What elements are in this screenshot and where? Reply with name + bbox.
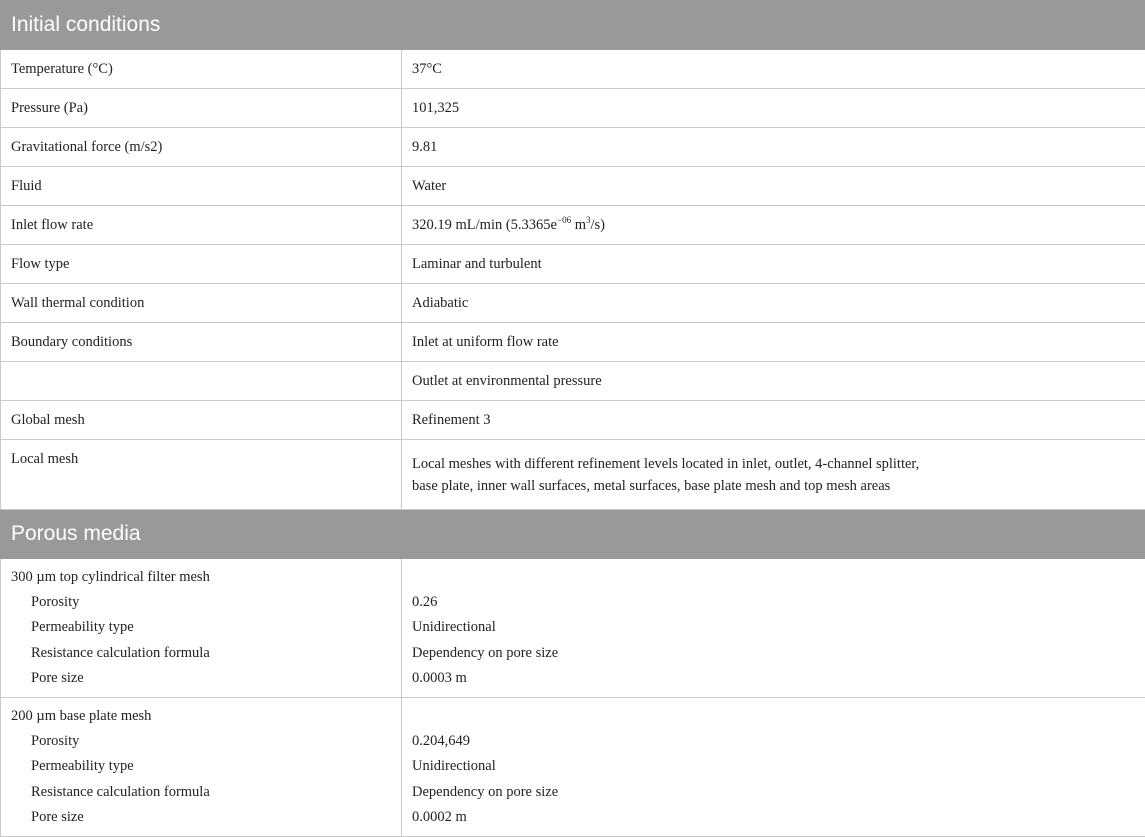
value-suffix: /s) bbox=[590, 217, 605, 233]
param-value: 9.81 bbox=[402, 128, 1145, 167]
param-value: Dependency on pore size bbox=[412, 641, 1135, 666]
table-row bbox=[1, 167, 1145, 206]
section-header-porous-media bbox=[1, 510, 1145, 559]
table-row bbox=[1, 50, 1145, 89]
table-row bbox=[1, 323, 1145, 362]
param-label: Global mesh bbox=[1, 401, 402, 440]
param-value bbox=[402, 206, 1145, 245]
group-heading: 300 µm top cylindrical filter mesh bbox=[11, 565, 391, 590]
param-value: 37°C bbox=[402, 50, 1145, 89]
param-label: Local mesh bbox=[1, 440, 402, 510]
param-value: 0.204,649 bbox=[412, 729, 1135, 754]
param-label: Pore size bbox=[11, 666, 391, 691]
param-label: Fluid bbox=[1, 167, 402, 206]
group-heading: 200 µm base plate mesh bbox=[11, 704, 391, 729]
table-row bbox=[1, 206, 1145, 245]
group-values bbox=[402, 559, 1145, 698]
param-value bbox=[402, 440, 1145, 510]
section-header-initial-conditions bbox=[1, 1, 1145, 50]
param-label: Resistance calculation formula bbox=[11, 641, 391, 666]
param-label: Permeability type bbox=[11, 615, 391, 640]
param-value: 0.0002 m bbox=[412, 805, 1135, 830]
group-labels bbox=[1, 698, 402, 837]
value-line: base plate, inner wall surfaces, metal surfaces, base plate mesh and top mesh areas bbox=[412, 475, 1135, 497]
param-label: Pressure (Pa) bbox=[1, 89, 402, 128]
param-value: Unidirectional bbox=[412, 754, 1135, 779]
param-label: Temperature (°C) bbox=[1, 50, 402, 89]
param-value: Unidirectional bbox=[412, 615, 1135, 640]
value-line: Local meshes with different refinement levels located in inlet, outlet, 4-channel splitter, bbox=[412, 453, 1135, 475]
param-label: Flow type bbox=[1, 245, 402, 284]
section-title: Initial conditions bbox=[1, 1, 1145, 50]
table-row bbox=[1, 362, 1145, 401]
param-value: Laminar and turbulent bbox=[402, 245, 1145, 284]
value-exponent: −06 bbox=[557, 215, 571, 225]
param-label: Porosity bbox=[11, 590, 391, 615]
table-row bbox=[1, 559, 1145, 698]
param-value: 0.0003 m bbox=[412, 666, 1135, 691]
table-row bbox=[1, 128, 1145, 167]
param-value: Water bbox=[402, 167, 1145, 206]
table-row bbox=[1, 284, 1145, 323]
table-row bbox=[1, 440, 1145, 510]
param-value: 0.26 bbox=[412, 590, 1135, 615]
table-row bbox=[1, 698, 1145, 837]
param-value: 101,325 bbox=[402, 89, 1145, 128]
table-row bbox=[1, 245, 1145, 284]
value-exponent-unit: 3 bbox=[586, 215, 591, 225]
param-label: Gravitational force (m/s2) bbox=[1, 128, 402, 167]
param-value: Outlet at environmental pressure bbox=[402, 362, 1145, 401]
table-row bbox=[1, 401, 1145, 440]
param-label: Inlet flow rate bbox=[1, 206, 402, 245]
param-value: Inlet at uniform flow rate bbox=[402, 323, 1145, 362]
table-row bbox=[1, 89, 1145, 128]
param-label: Resistance calculation formula bbox=[11, 780, 391, 805]
param-label: Boundary conditions bbox=[1, 323, 402, 362]
param-label: Pore size bbox=[11, 805, 391, 830]
param-label: Wall thermal condition bbox=[1, 284, 402, 323]
group-values bbox=[402, 698, 1145, 837]
param-label bbox=[1, 362, 402, 401]
value-mid: m bbox=[571, 217, 586, 233]
param-value: Refinement 3 bbox=[402, 401, 1145, 440]
param-label: Porosity bbox=[11, 729, 391, 754]
group-labels bbox=[1, 559, 402, 698]
section-title: Porous media bbox=[1, 510, 1145, 559]
param-value: Adiabatic bbox=[402, 284, 1145, 323]
value-prefix: 320.19 mL/min (5.3365e bbox=[412, 217, 557, 233]
param-value: Dependency on pore size bbox=[412, 780, 1135, 805]
param-label: Permeability type bbox=[11, 754, 391, 779]
